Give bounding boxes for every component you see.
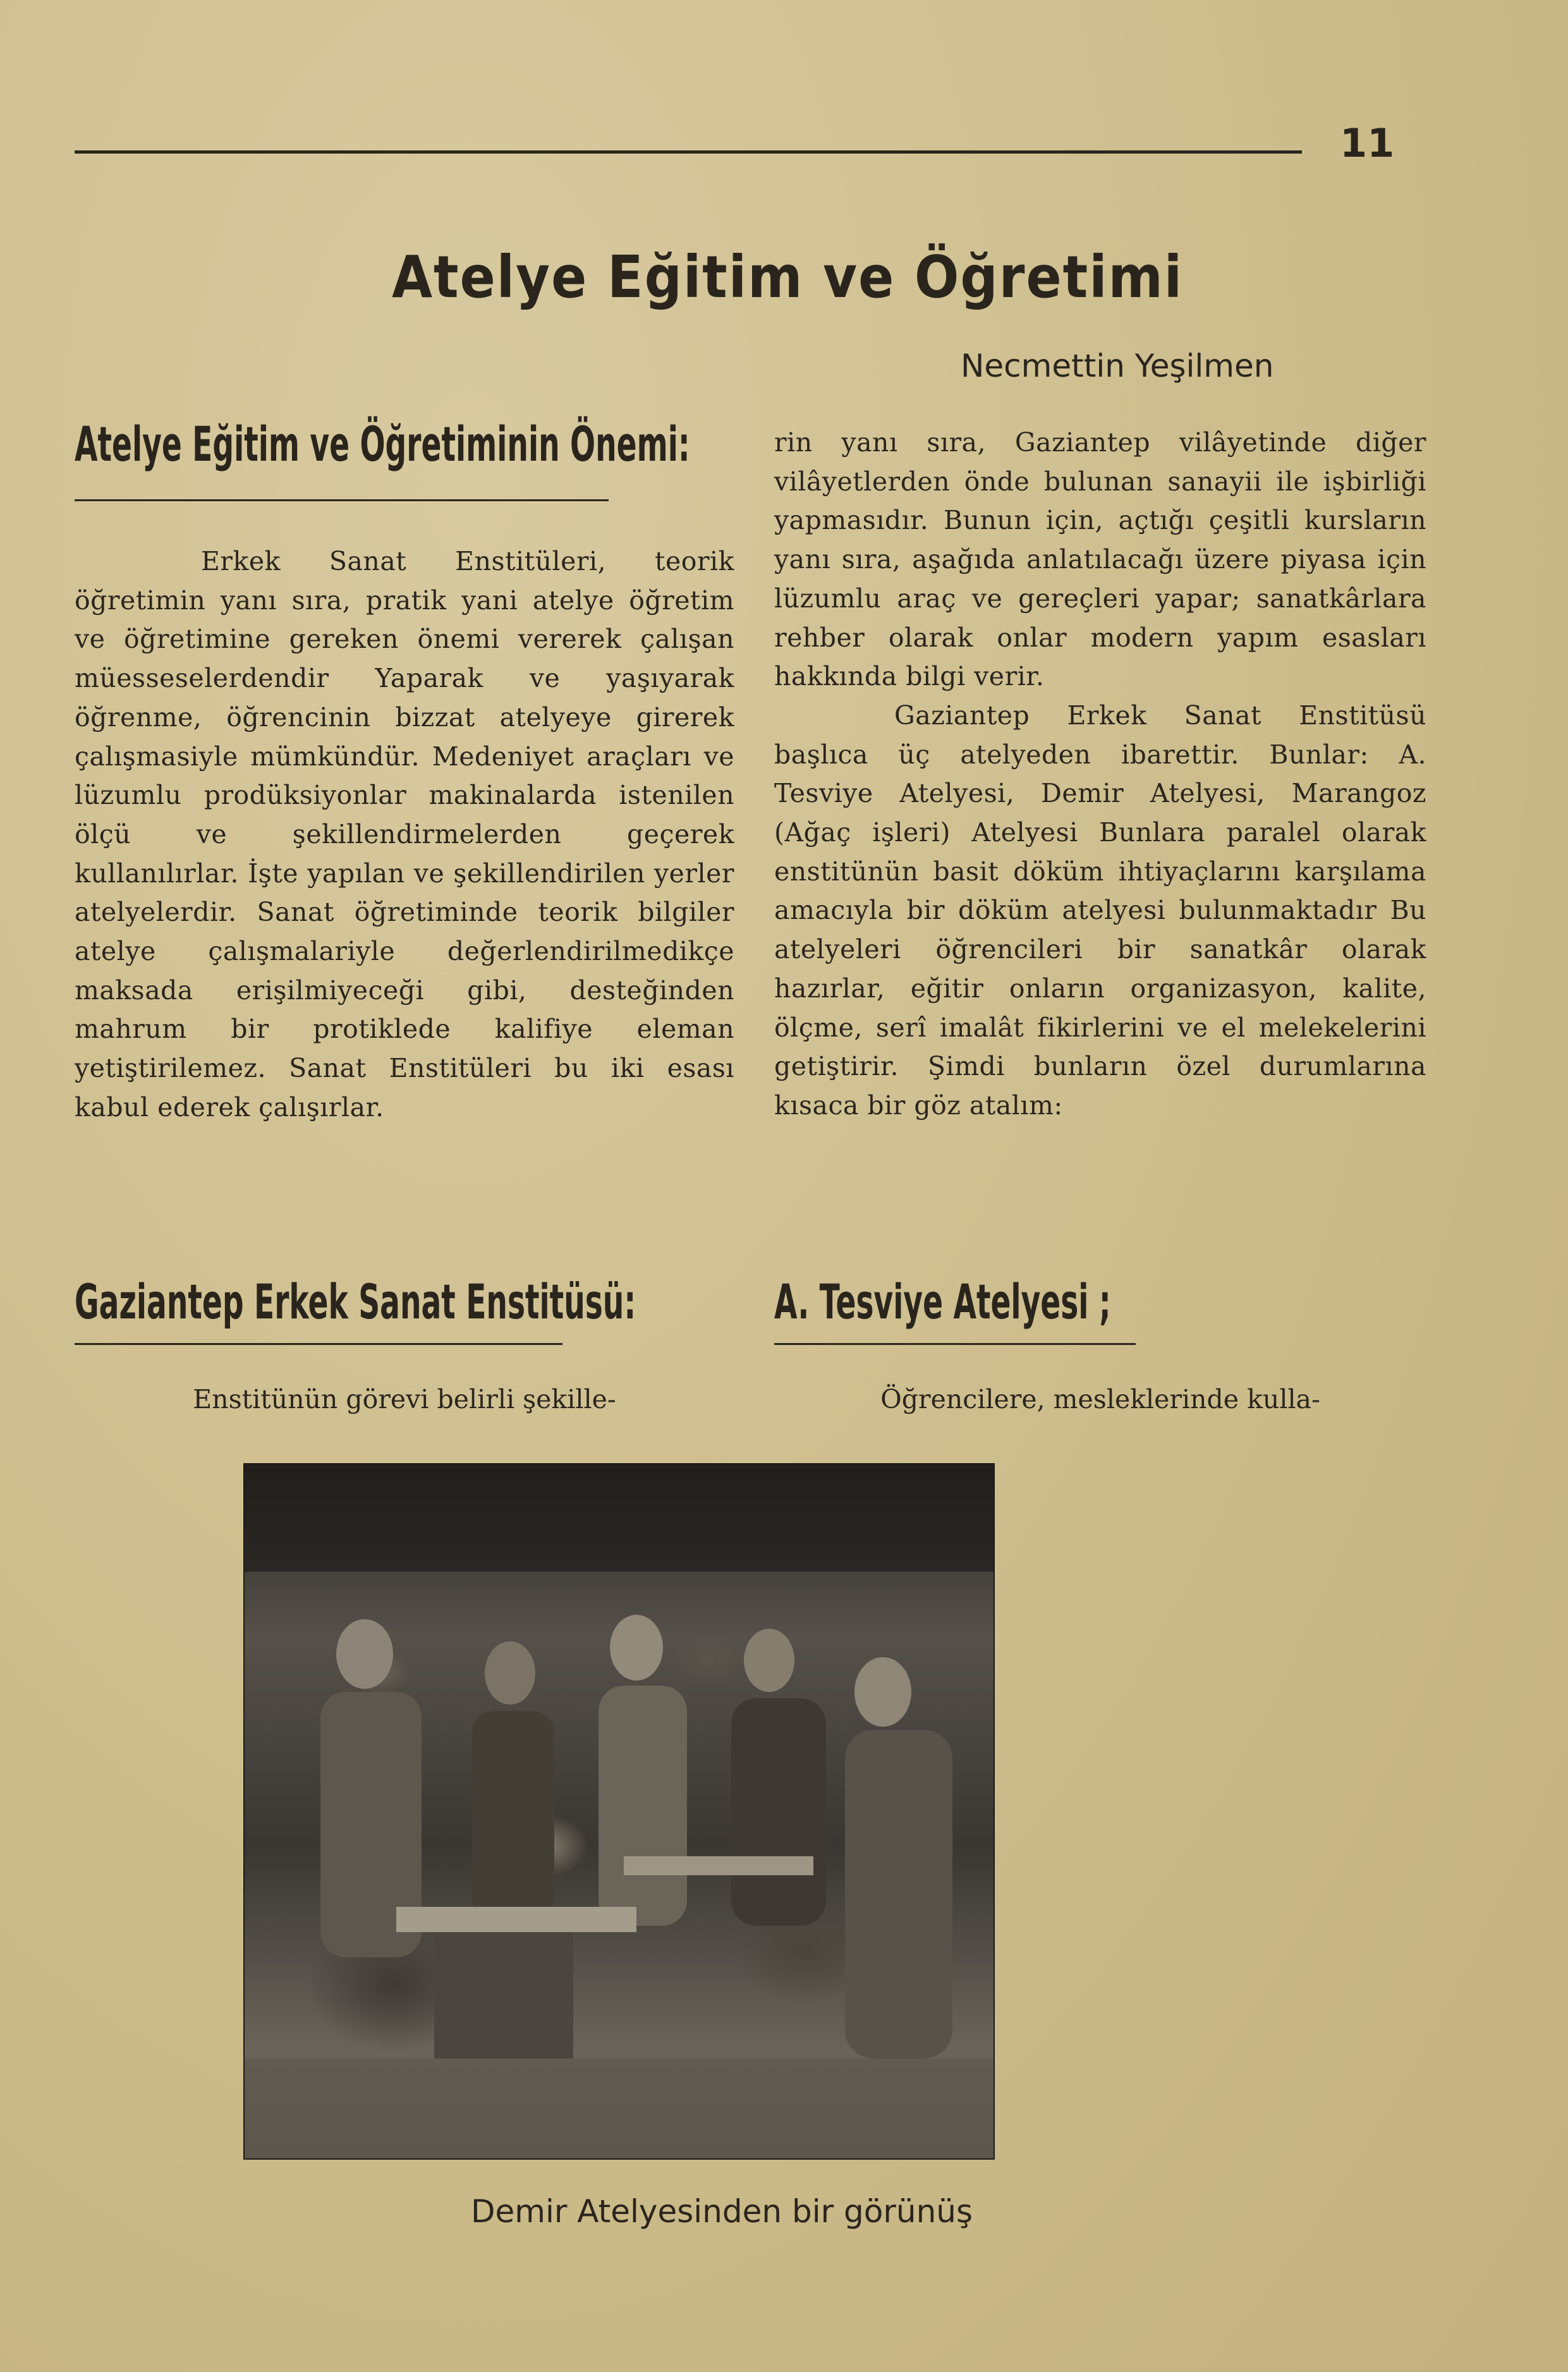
section-heading-underline [75, 1343, 562, 1345]
paragraph: Gaziantep Erkek Sanat Enstitüsü başlıca üç atelyeden ibarettir. Bunlar: A. Tesviye Atelyesi, Demir Atelyesi, Marangoz (Ağaç işleri) Atelyesi Bunlara paralel olarak enstitünün basit döküm ihtiyaçlarını karşılama amacıyla bir döküm atelyesi bulunmaktadır Bu atelyeleri öğrencileri bir sanatkâr olarak hazırlar, eğitir onların organizasyon, kalite, ölçme, serî imalât fikirlerini ve el melekelerini getiştirir. Şimdi bunların özel durumlarına kısaca bir göz atalım: [774, 700, 1426, 1121]
paragraph: rin yanı sıra, Gaziantep vilâyetinde diğer vilâyetlerden önde bulunan sanayii ile işbirliği yapmasıdır. Bunun için, açtığı çeşitli kursların yanı sıra, aşağıda anlatılacağı üzere piyasa için lüzumlu araç ve gereçleri yapar; sanatkârlara rehber olarak onlar modern yapım esasları hakkında bilgi verir. [774, 427, 1426, 692]
section-lead-institute: Enstitünün görevi belirli şekille- [193, 1384, 616, 1414]
section-heading-importance: Atelye Eğitim ve Öğretiminin Önemi: [75, 416, 690, 472]
photo-caption: Demir Atelyesinden bir görünüş [471, 2193, 973, 2230]
page-number: 11 [1340, 120, 1395, 166]
workshop-photo [243, 1463, 995, 2160]
section-heading-underline [774, 1343, 1136, 1345]
section-heading-underline [75, 499, 609, 501]
right-column-text [774, 423, 1426, 1126]
section-lead-tesviye: Öğrencilere, mesleklerinde kulla- [880, 1384, 1320, 1414]
paragraph: Erkek Sanat Enstitüleri, teorik öğretimin yanı sıra, pratik yani atelye öğretim ve öğretimine gereken önemi vererek çalışan müesseselerdendir Yaparak ve yaşıyarak öğrenme, öğrencinin bizzat atelyeye girerek çalışmasiyle mümkündür. Medeniyet araçları ve lüzumlu prodüksiyonlar makinalarda istenilen ölçü ve şekillendirmelerden geçerek kullanılırlar. İşte yapılan ve şekillendirilen yerler atelyelerdir. Sanat öğretiminde teorik bilgiler atelye çalışmalariyle değerlendirilmedikçe maksada erişilmiyeceği gibi, desteğinden mahrum bir protiklede kalifiye eleman yetiştirilemez. Sanat Enstitüleri bu iki esası kabul ederek çalışırlar. [75, 546, 734, 1122]
article-title: Atelye Eğitim ve Öğretimi [392, 243, 1184, 311]
top-rule [75, 150, 1302, 154]
section-body-importance [75, 542, 734, 1128]
author-name: Necmettin Yeşilmen [961, 348, 1274, 384]
section-heading-tesviye: A. Tesviye Atelyesi ; [774, 1274, 1111, 1330]
section-heading-institute: Gaziantep Erkek Sanat Enstitüsü: [75, 1274, 636, 1330]
photo-silhouettes [245, 1464, 994, 2158]
